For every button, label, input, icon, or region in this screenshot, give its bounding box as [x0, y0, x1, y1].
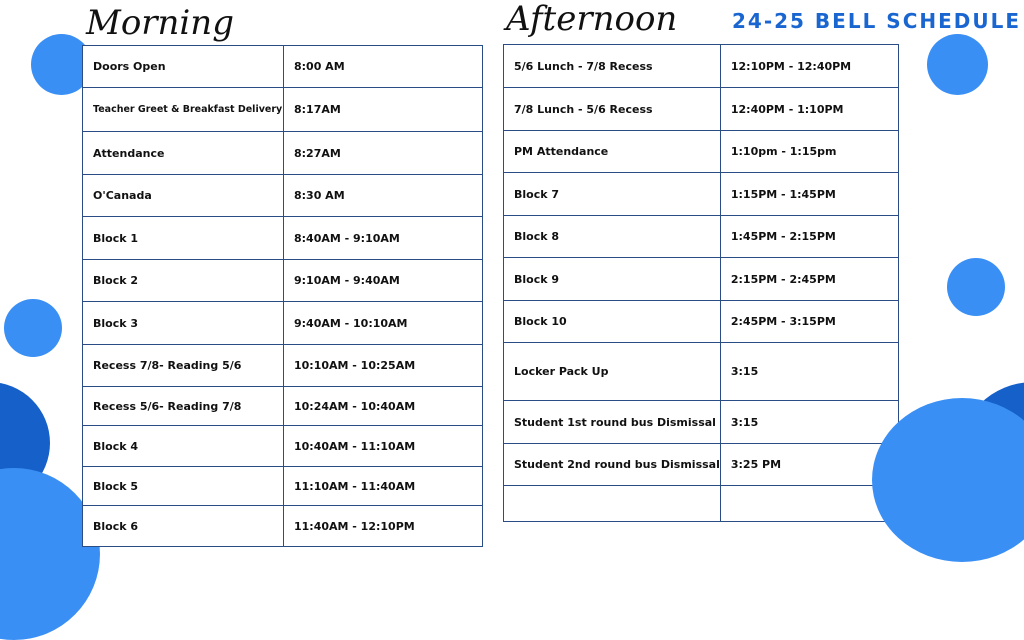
time-cell: 10:10AM - 10:25AM — [283, 345, 482, 387]
event-cell: Locker Pack Up — [504, 343, 721, 401]
event-cell: Block 3 — [83, 302, 284, 345]
table-row — [83, 46, 483, 88]
table-row — [83, 217, 483, 260]
table-row — [83, 345, 483, 387]
table-row — [83, 506, 483, 547]
decor-circle-top-right — [927, 34, 988, 95]
morning-schedule-table — [82, 45, 483, 547]
event-cell: Block 6 — [83, 506, 284, 547]
event-cell: Doors Open — [83, 46, 284, 88]
afternoon-heading: Afternoon — [506, 0, 678, 39]
table-row — [504, 301, 899, 343]
time-cell: 10:40AM - 11:10AM — [283, 426, 482, 467]
time-cell: 11:10AM - 11:40AM — [283, 467, 482, 506]
table-row — [83, 467, 483, 506]
event-cell — [504, 486, 721, 522]
table-row — [504, 258, 899, 301]
event-cell: Recess 7/8- Reading 5/6 — [83, 345, 284, 387]
table-row — [83, 132, 483, 175]
time-cell: 12:10PM - 12:40PM — [720, 45, 898, 88]
time-cell: 1:10pm - 1:15pm — [720, 131, 898, 173]
afternoon-schedule-table — [503, 44, 899, 522]
time-cell — [720, 486, 898, 522]
table-row — [504, 131, 899, 173]
event-cell: Block 2 — [83, 260, 284, 302]
time-cell: 8:40AM - 9:10AM — [283, 217, 482, 260]
event-cell: Block 5 — [83, 467, 284, 506]
event-cell: Block 1 — [83, 217, 284, 260]
table-row — [504, 343, 899, 401]
table-row — [504, 216, 899, 258]
time-cell: 3:15 — [720, 343, 898, 401]
table-row — [83, 260, 483, 302]
time-cell: 9:10AM - 9:40AM — [283, 260, 482, 302]
table-row — [504, 45, 899, 88]
event-cell: Attendance — [83, 132, 284, 175]
time-cell: 3:25 PM — [720, 444, 898, 486]
table-row — [504, 401, 899, 444]
table-row — [83, 175, 483, 217]
schedule-title: 24-25 BELL SCHEDULE — [732, 9, 1022, 33]
event-cell: Block 7 — [504, 173, 721, 216]
event-cell: 7/8 Lunch - 5/6 Recess — [504, 88, 721, 131]
event-cell: O'Canada — [83, 175, 284, 217]
time-cell: 11:40AM - 12:10PM — [283, 506, 482, 547]
event-cell: Teacher Greet & Breakfast Delivery — [83, 88, 284, 132]
event-cell: PM Attendance — [504, 131, 721, 173]
table-row — [504, 444, 899, 486]
event-cell: Block 8 — [504, 216, 721, 258]
event-cell: Block 10 — [504, 301, 721, 343]
table-row — [83, 302, 483, 345]
table-row — [83, 387, 483, 426]
event-cell: Recess 5/6- Reading 7/8 — [83, 387, 284, 426]
time-cell: 2:15PM - 2:45PM — [720, 258, 898, 301]
time-cell: 12:40PM - 1:10PM — [720, 88, 898, 131]
event-cell: 5/6 Lunch - 7/8 Recess — [504, 45, 721, 88]
table-row — [83, 88, 483, 132]
event-cell: Block 9 — [504, 258, 721, 301]
event-cell: Block 4 — [83, 426, 284, 467]
time-cell: 8:27AM — [283, 132, 482, 175]
morning-heading: Morning — [86, 3, 234, 43]
event-cell: Student 1st round bus Dismissal — [504, 401, 721, 444]
time-cell: 2:45PM - 3:15PM — [720, 301, 898, 343]
time-cell: 10:24AM - 10:40AM — [283, 387, 482, 426]
table-row — [83, 426, 483, 467]
decor-circle-mid-right — [947, 258, 1005, 316]
time-cell: 1:15PM - 1:45PM — [720, 173, 898, 216]
time-cell: 8:00 AM — [283, 46, 482, 88]
table-row — [504, 88, 899, 131]
time-cell: 1:45PM - 2:15PM — [720, 216, 898, 258]
time-cell: 3:15 — [720, 401, 898, 444]
time-cell: 8:30 AM — [283, 175, 482, 217]
event-cell: Student 2nd round bus Dismissal — [504, 444, 721, 486]
time-cell: 8:17AM — [283, 88, 482, 132]
time-cell: 9:40AM - 10:10AM — [283, 302, 482, 345]
table-row — [504, 173, 899, 216]
decor-circle-mid-left — [4, 299, 62, 357]
table-row — [504, 486, 899, 522]
